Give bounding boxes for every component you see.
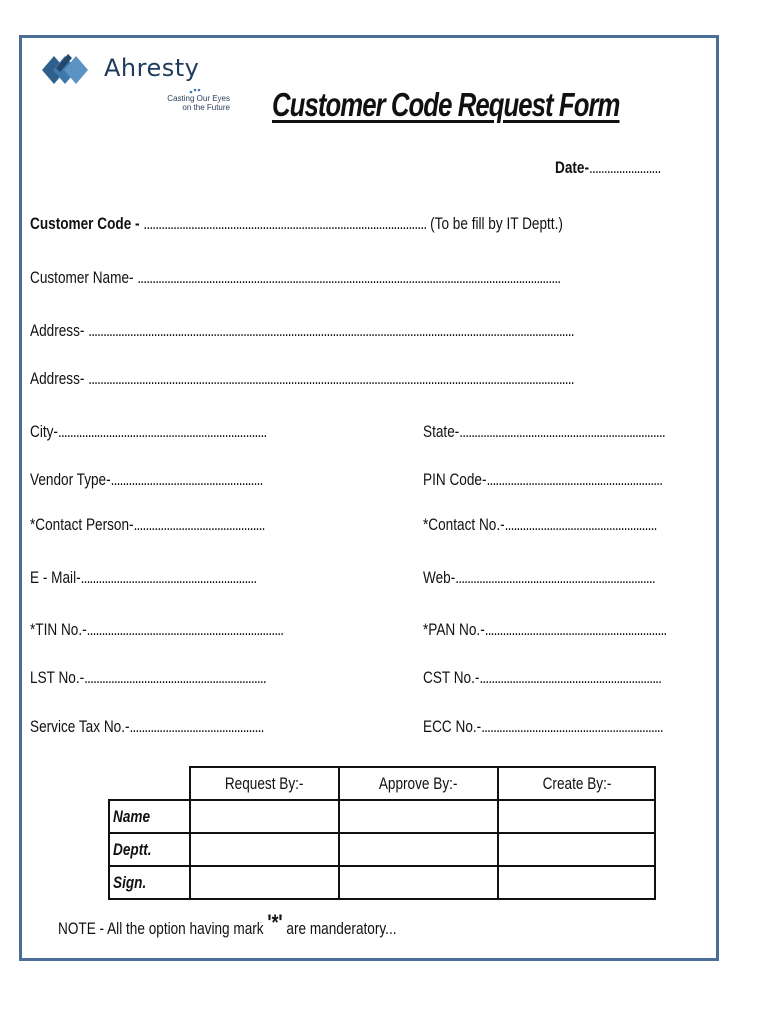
pan-field[interactable]	[423, 620, 666, 640]
tin-label: *TIN No.-	[30, 620, 87, 639]
contact-no-dots: ...................................................	[504, 515, 657, 534]
approval-row-deptt-text: Deptt.	[113, 839, 152, 859]
approval-row-deptt	[109, 833, 655, 866]
approval-col-create-label: Create By:-	[542, 773, 611, 793]
approval-table-corner	[109, 767, 190, 800]
approval-cell-sign-request[interactable]	[190, 866, 339, 899]
email-dots: ...........................................................	[80, 568, 257, 587]
contact-no-field[interactable]	[423, 515, 657, 535]
web-dots: ...................................................................	[455, 568, 655, 587]
note-prefix: NOTE - All the option having mark	[58, 919, 268, 938]
approval-cell-deptt-approve[interactable]	[339, 833, 498, 866]
brand-name: Ahresty	[104, 54, 200, 82]
approval-cell-name-request[interactable]	[190, 800, 339, 833]
brand-tagline-line1: Casting Our Eyes	[167, 94, 230, 103]
pin-code-label: PIN Code-	[423, 470, 487, 489]
approval-cell-deptt-create[interactable]	[498, 833, 655, 866]
note-mark: '*'	[267, 910, 283, 935]
approval-col-request-label: Request By:-	[225, 773, 304, 793]
date-label: Date-	[555, 158, 590, 177]
web-field[interactable]	[423, 568, 655, 588]
approval-cell-deptt-request[interactable]	[190, 833, 339, 866]
brand-tagline	[140, 94, 230, 112]
approval-table-header-row	[109, 767, 655, 800]
pan-label: *PAN No.-	[423, 620, 485, 639]
customer-code-field[interactable]	[30, 214, 563, 234]
contact-person-field[interactable]	[30, 515, 265, 535]
approval-cell-name-create[interactable]	[498, 800, 655, 833]
state-field[interactable]	[423, 422, 665, 442]
approval-cell-sign-approve[interactable]	[339, 866, 498, 899]
lst-label: LST No.-	[30, 668, 85, 687]
city-dots: ......................................................................	[57, 422, 267, 441]
approval-col-approve-label: Approve By:-	[379, 773, 458, 793]
ahresty-logo-icon	[42, 52, 94, 88]
customer-name-label: Customer Name-	[30, 268, 134, 287]
contact-person-label: *Contact Person-	[30, 515, 134, 534]
company-logo	[42, 50, 232, 120]
service-tax-field[interactable]	[30, 717, 264, 737]
pan-dots: .............................................................	[484, 620, 667, 639]
cst-dots: .............................................................	[479, 668, 662, 687]
address-dots-1: ...................................................................................................................................................................	[88, 321, 574, 340]
contact-person-dots: ............................................	[133, 515, 265, 534]
lst-field[interactable]	[30, 668, 266, 688]
address-dots-2: ...................................................................................................................................................................	[88, 369, 574, 388]
form-title: Customer Code Request Form	[272, 86, 620, 123]
approval-col-approve	[339, 767, 498, 800]
tin-field[interactable]	[30, 620, 283, 640]
address-label-1: Address-	[30, 321, 85, 340]
date-field[interactable]	[555, 158, 661, 178]
approval-table	[108, 766, 656, 900]
state-label: State-	[423, 422, 460, 441]
ecc-field[interactable]	[423, 717, 663, 737]
contact-no-label: *Contact No.-	[423, 515, 505, 534]
pin-code-field[interactable]	[423, 470, 662, 490]
customer-code-label: Customer Code -	[30, 214, 140, 233]
vendor-type-dots: ...................................................	[110, 470, 263, 489]
city-field[interactable]	[30, 422, 266, 442]
tin-dots: ..................................................................	[86, 620, 284, 639]
approval-col-create	[498, 767, 655, 800]
approval-cell-sign-create[interactable]	[498, 866, 655, 899]
approval-row-name	[109, 800, 655, 833]
email-label: E - Mail-	[30, 568, 81, 587]
customer-code-dots: ...............................................................................................	[143, 214, 427, 233]
state-dots: .....................................................................	[459, 422, 665, 441]
note-suffix: are manderatory...	[282, 919, 397, 938]
service-tax-label: Service Tax No.-	[30, 717, 130, 736]
address-label-2: Address-	[30, 369, 85, 388]
cst-field[interactable]	[423, 668, 661, 688]
ecc-label: ECC No.-	[423, 717, 482, 736]
ecc-dots: .............................................................	[481, 717, 663, 736]
approval-row-sign-label	[109, 866, 190, 899]
email-field[interactable]	[30, 568, 256, 588]
vendor-type-label: Vendor Type-	[30, 470, 111, 489]
approval-cell-name-approve[interactable]	[339, 800, 498, 833]
address-field-2[interactable]	[30, 369, 574, 389]
city-label: City-	[30, 422, 58, 441]
approval-row-sign-text: Sign.	[113, 872, 147, 892]
address-field-1[interactable]	[30, 321, 574, 341]
web-label: Web-	[423, 568, 456, 587]
approval-row-name-text: Name	[113, 806, 151, 826]
cst-label: CST No.-	[423, 668, 480, 687]
approval-row-sign	[109, 866, 655, 899]
vendor-type-field[interactable]	[30, 470, 263, 490]
approval-row-name-label	[109, 800, 190, 833]
customer-code-note: (To be fill by IT Deptt.)	[430, 214, 563, 233]
approval-row-deptt-label	[109, 833, 190, 866]
customer-name-dots: ..............................................................................................................................................	[137, 268, 561, 287]
customer-name-field[interactable]	[30, 268, 560, 288]
date-dots: ........................	[589, 158, 661, 177]
brand-tagline-line2: on the Future	[182, 103, 230, 112]
lst-dots: .............................................................	[84, 668, 266, 687]
pin-code-dots: ...........................................................	[486, 470, 663, 489]
mandatory-note	[58, 910, 397, 940]
approval-col-request	[190, 767, 339, 800]
service-tax-dots: .............................................	[129, 717, 264, 736]
